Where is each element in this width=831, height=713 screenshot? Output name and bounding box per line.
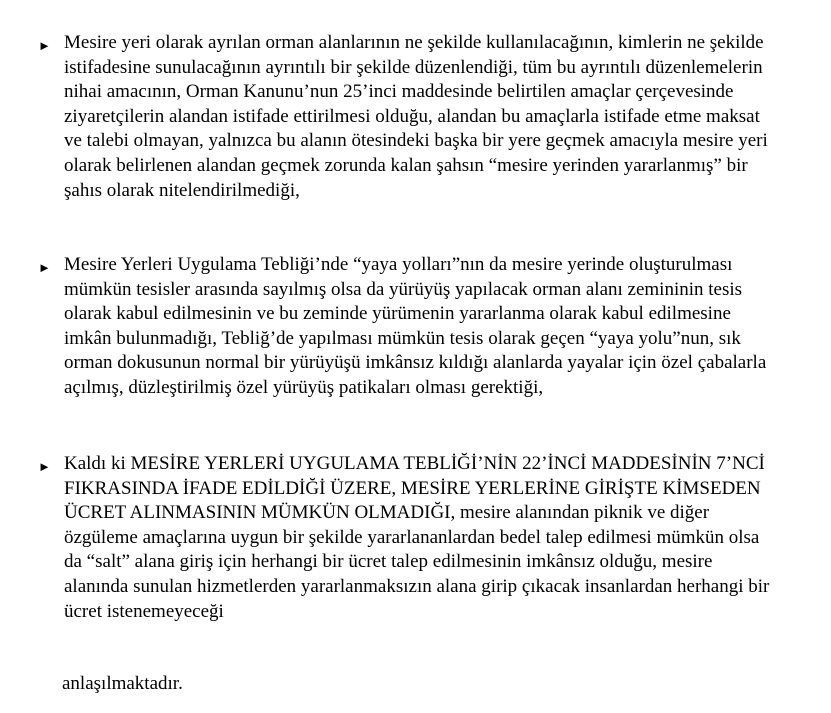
bullet-text: Mesire yeri olarak ayrılan orman alanlarının ne şekilde kullanılacağının, kimlerin ne şekilde istifadesine sunulacağının ayrıntılı bir şekilde düzenlendiği, tüm bu ayrıntılı düzenlemelerin nihai amacının, Orman Kanunu’nun 25’inci maddesinde belirtilen amaçlar çerçevesinde ziyaretçilerin alandan istifade ettirilmesi olduğu, alandan bu amaçlarla istifade etme maksat ve talebi olmayan, yalnızca bu alanın ötesindeki başka bir yere geçmek amacıyla mesire yeri olarak belirlenen alandan geçmek zorunda kalan şahsın “mesire yerinden yararlanmış” bir şahıs olarak nitelendirilmediği, [64, 32, 768, 201]
bullet-text: Mesire Yerleri Uygulama Tebliği’nde “yaya yolları”nın da mesire yerinde oluşturulması mümkün tesisler arasında sayılmış olsa da yürüyüş yapılacak orman alanı zemininin tesis olarak kabul edilmesinin ve bu zeminde yürümenin yararlanma olarak kabul edilmesine imkân bulunmadığı, Tebliğ’de yapılması mümkün tesis olarak geçen “yaya yolu”nun, sık orman dokusunun normal bir yürüyüşü imkânsız kıldığı alanlarda yayalar için özel çabalarla açılmış, düzleştirilmiş özel yürüyüş patikaları olması gerektiği, [64, 254, 767, 398]
bullet-arrow-icon: ► [38, 459, 51, 474]
bullet-arrow-icon: ► [38, 260, 51, 275]
closing-text: anlaşılmaktadır. [62, 673, 183, 694]
bullet-arrow-icon: ► [38, 38, 51, 53]
bullet-text: Kaldı ki MESİRE YERLERİ UYGULAMA TEBLİĞİ’NİN 22’İNCİ MADDESİNİN 7’NCİ FIKRASINDA İFADE EDİLDİĞİ ÜZERE, MESİRE YERLERİNE GİRİŞTE KİMSEDEN ÜCRET ALINMASININ MÜMKÜN OLMADIĞI, mesire alanından piknik ve diğer özgüleme amaçlarına uygun bir şekilde yararlananlardan bedel talep edilmesi mümkün olsa da “salt” alana giriş için herhangi bir ücret talep edilmesinin imkânsız olduğu, mesire alanında sunulan hizmetlerden yararlanmaksızın alana girip çıkacak insanlardan herhangi bir ücret istenemeyeceği [64, 453, 770, 622]
